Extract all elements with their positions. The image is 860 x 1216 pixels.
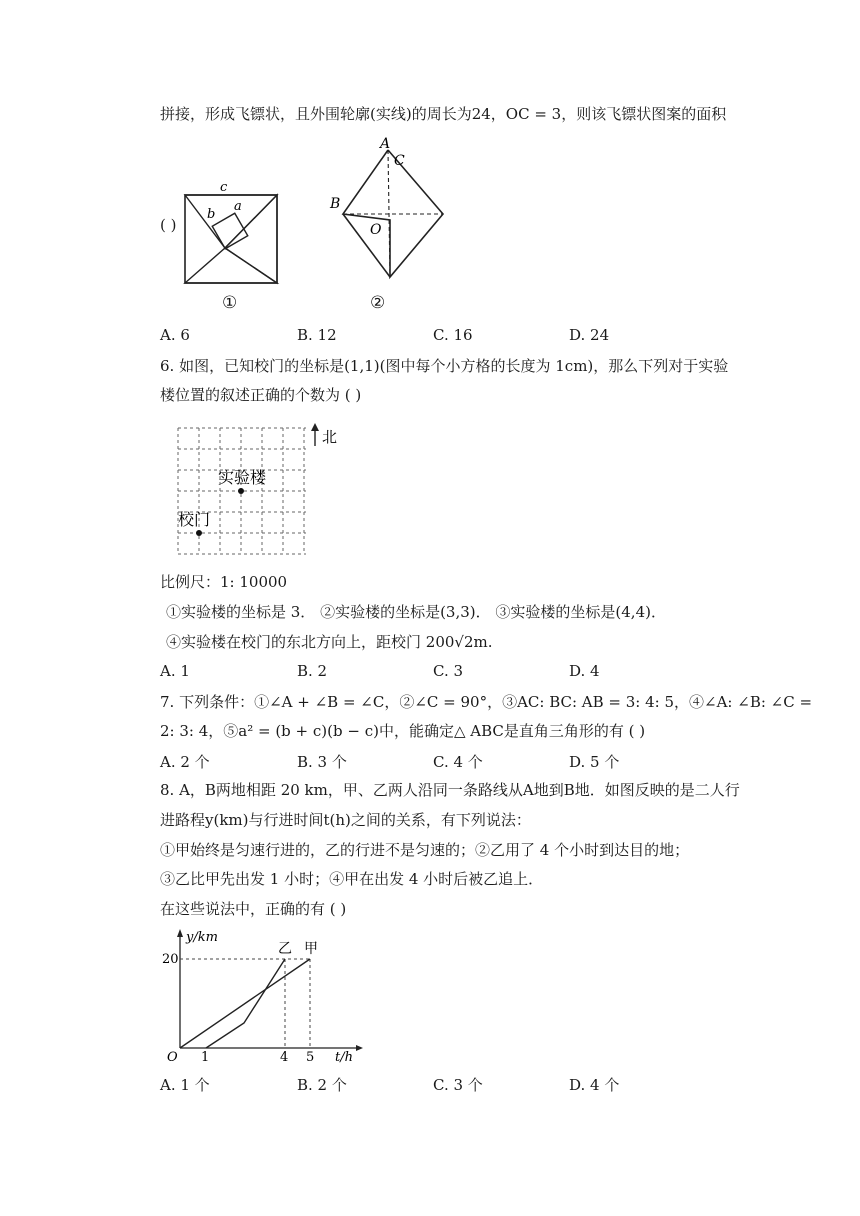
q7-line1: 7. 下列条件：①∠A + ∠B = ∠C，②∠C = 90°，③AC: BC: AB = 3: 4: 5，④∠A: ∠B: ∠C = [160,693,813,711]
q6-option-a[interactable]: A. 1 [160,662,190,680]
q6-statements-2: ④实验楼在校门的东北方向上，距校门 200√2m. [166,633,493,651]
q5-option-c[interactable]: C. 16 [433,326,473,344]
fig1-label-b: b [207,207,216,222]
q7-option-d[interactable]: D. 5 个 [569,753,620,771]
q5-answer-paren: ( ) [160,216,177,234]
q8-line5: 在这些说法中，正确的有 ( ) [160,900,347,918]
q7-option-a[interactable]: A. 2 个 [160,753,210,771]
map-building-label: 实验楼 [218,468,267,487]
graph-y20: 20 [162,952,179,967]
fig2-label-C: C [394,153,405,169]
q6-statements-1: ①实验楼的坐标是 3． ②实验楼的坐标是(3,3)． ③实验楼的坐标是(4,4)． [166,603,666,621]
q6-scale: 比例尺：1: 10000 [160,573,288,591]
q8-line1: 8. A，B两地相距 20 km，甲、乙两人沿同一条路线从A地到B地．如图反映的是二人行 [160,781,740,799]
q8-line2: 进路程y(km)与行进时间t(h)之间的关系，有下列说法： [160,811,531,829]
q5-option-a[interactable]: A. 6 [160,326,190,344]
q5-text-line1: 拼接，形成飞镖状，且外围轮廓(实线)的周长为24，OC = 3，则该飞镖状图案的面积 [160,105,727,123]
q8-line3: ①甲始终是匀速行进的，乙的行进不是匀速的；②乙用了 4 个小时到达目的地； [160,841,690,859]
q6-option-d[interactable]: D. 4 [569,662,600,680]
q8-option-c[interactable]: C. 3 个 [433,1076,483,1094]
q6-option-b[interactable]: B. 2 [297,662,328,680]
q6-option-c[interactable]: C. 3 [433,662,464,680]
graph-origin: O [167,1050,178,1065]
map-gate-label: 校门 [178,510,211,529]
q8-option-b[interactable]: B. 2 个 [297,1076,347,1094]
q5-figure-1 [180,180,280,310]
q8-graph [160,925,370,1065]
graph-x1: 1 [201,1050,210,1065]
fig1-label-c: c [220,180,228,195]
graph-x4: 4 [280,1050,289,1065]
fig2-label-O: O [370,222,382,238]
q5-option-d[interactable]: D. 24 [569,326,610,344]
q6-map [172,420,352,562]
q6-line1: 6. 如图，已知校门的坐标是(1,1)(图中每个小方格的长度为 1cm)，那么下列对于实验 [160,357,729,375]
fig2-label-A: A [380,136,391,152]
building-point [238,488,244,494]
q6-line2: 楼位置的叙述正确的个数为 ( ) [160,386,362,404]
fig1-label-a: a [234,199,242,214]
graph-jia-label: 甲 [304,941,318,957]
q7-option-b[interactable]: B. 3 个 [297,753,347,771]
q7-line2: 2: 3: 4，⑤a² = (b + c)(b − c)中，能确定△ ABC是直角三角形的有 ( ) [160,722,646,740]
gate-point [196,530,202,536]
map-north-label: 北 [322,428,338,446]
q8-line4: ③乙比甲先出发 1 小时；④甲在出发 4 小时后被乙追上． [160,870,544,888]
fig2-label-B: B [330,196,341,212]
fig1-caption: ① [222,293,238,313]
q5-figure-2 [318,132,468,292]
graph-xlabel: t/h [335,1050,353,1065]
q7-option-c[interactable]: C. 4 个 [433,753,483,771]
q8-option-a[interactable]: A. 1 个 [160,1076,210,1094]
q5-option-b[interactable]: B. 12 [297,326,337,344]
graph-ylabel: y/km [186,930,218,945]
q8-option-d[interactable]: D. 4 个 [569,1076,620,1094]
graph-yi-label: 乙 [278,941,292,957]
graph-x5: 5 [306,1050,315,1065]
jia-line [180,959,310,1048]
fig2-caption: ② [370,293,386,313]
